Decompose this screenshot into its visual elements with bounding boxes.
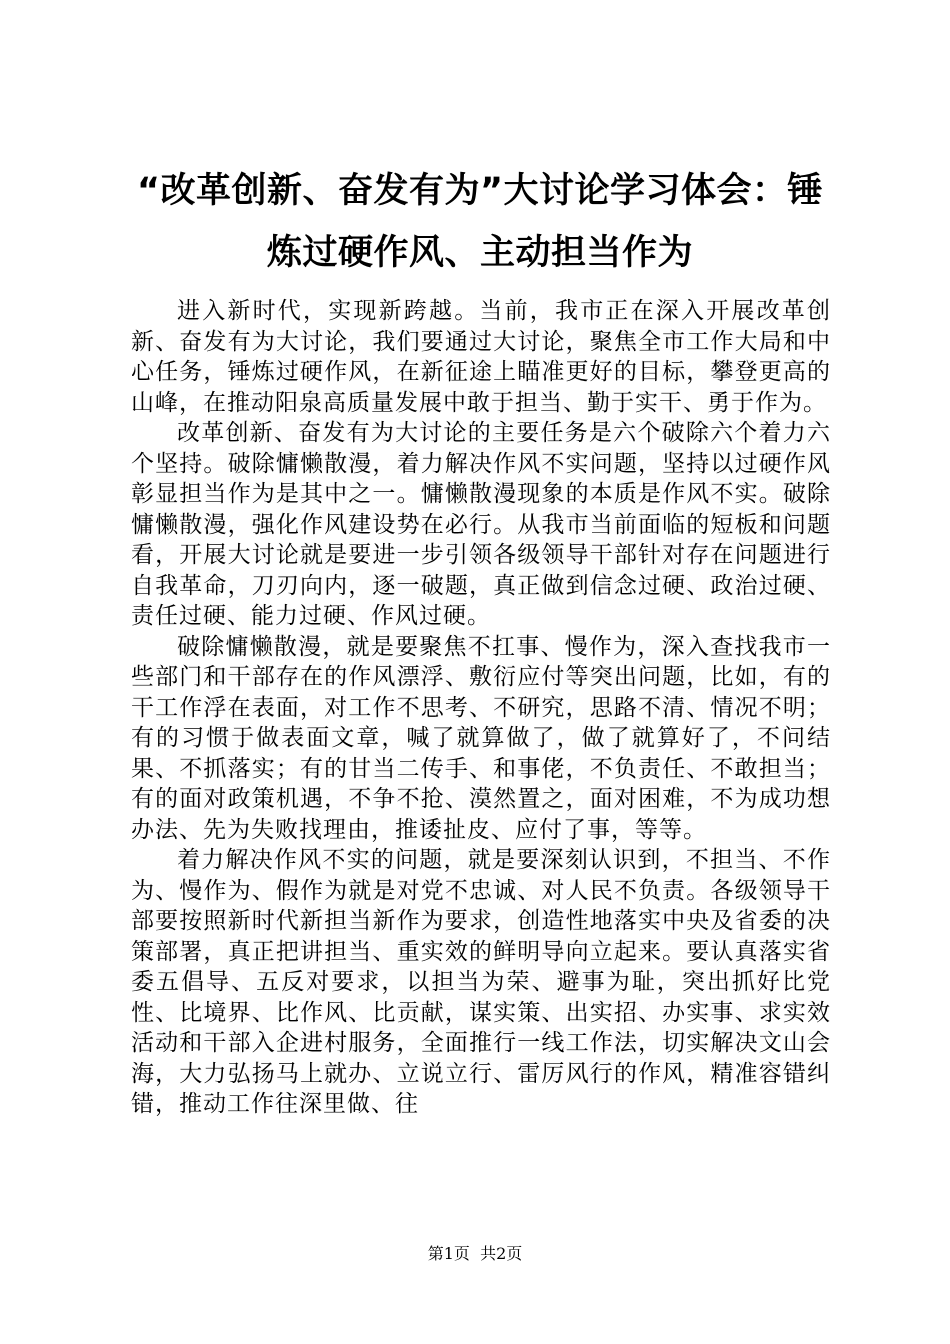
document-title [120, 160, 840, 284]
page-number-footer: 第1页 共2页 [427, 1244, 523, 1263]
title-line-2: 炼过硬作风、主动担当作为 [266, 233, 693, 273]
paragraph-1: 进入新时代，实现新跨越。当前，我市正在深入开展改革创新、奋发有为大讨论，我们要通过大讨论，聚焦全市工作大局和中心任务，锤炼过硬作风，在新征途上瞄准更好的目标，攀登更高的山峰，在推动阳泉高质量发展中敢于担当、勤于实干、勇于作为。 [131, 298, 831, 416]
document-body [131, 296, 831, 1120]
title-line-1: “改革创新、奋发有为”大讨论学习体会：锤 [136, 171, 823, 211]
paragraph-4: 着力解决作风不实的问题，就是要深刻认识到，不担当、不作为、慢作为、假作为就是对党不忠诚、对人民不负责。各级领导干部要按照新时代新担当新作为要求，创造性地落实中央及省委的决策部署，真正把讲担当、重实效的鲜明导向立起来。要认真落实省委五倡导、五反对要求，以担当为荣、避事为耻，突出抓好比党性、比境界、比作风、比贡献，谋实策、出实招、办实事、求实效活动和干部入企进村服务，全面推行一线工作法，切实解决文山会海，大力弘扬马上就办、立说立行、雷厉风行的作风，精准容错纠错，推动工作往深里做、往 [131, 847, 831, 1117]
paragraph-2: 改革创新、奋发有为大讨论的主要任务是六个破除六个着力六个坚持。破除慵懒散漫，着力解决作风不实问题，坚持以过硬作风彰显担当作为是其中之一。慵懒散漫现象的本质是作风不实。破除慵懒散漫，强化作风建设势在必行。从我市当前面临的短板和问题看，开展大讨论就是要进一步引领各级领导干部针对存在问题进行自我革命，刀刃向内，逐一破题，真正做到信念过硬、政治过硬、责任过硬、能力过硬、作风过硬。 [131, 420, 831, 629]
paragraph-3: 破除慵懒散漫，就是要聚焦不扛事、慢作为，深入查找我市一些部门和干部存在的作风漂浮、敷衍应付等突出问题，比如，有的干工作浮在表面，对工作不思考、不研究，思路不清、情况不明；有的习惯于做表面文章，喊了就算做了，做了就算好了，不问结果、不抓落实；有的甘当二传手、和事佬，不负责任、不敢担当；有的面对政策机遇，不争不抢、漠然置之，面对困难，不为成功想办法、先为失败找理由，推诿扯皮、应付了事，等等。 [131, 633, 831, 843]
